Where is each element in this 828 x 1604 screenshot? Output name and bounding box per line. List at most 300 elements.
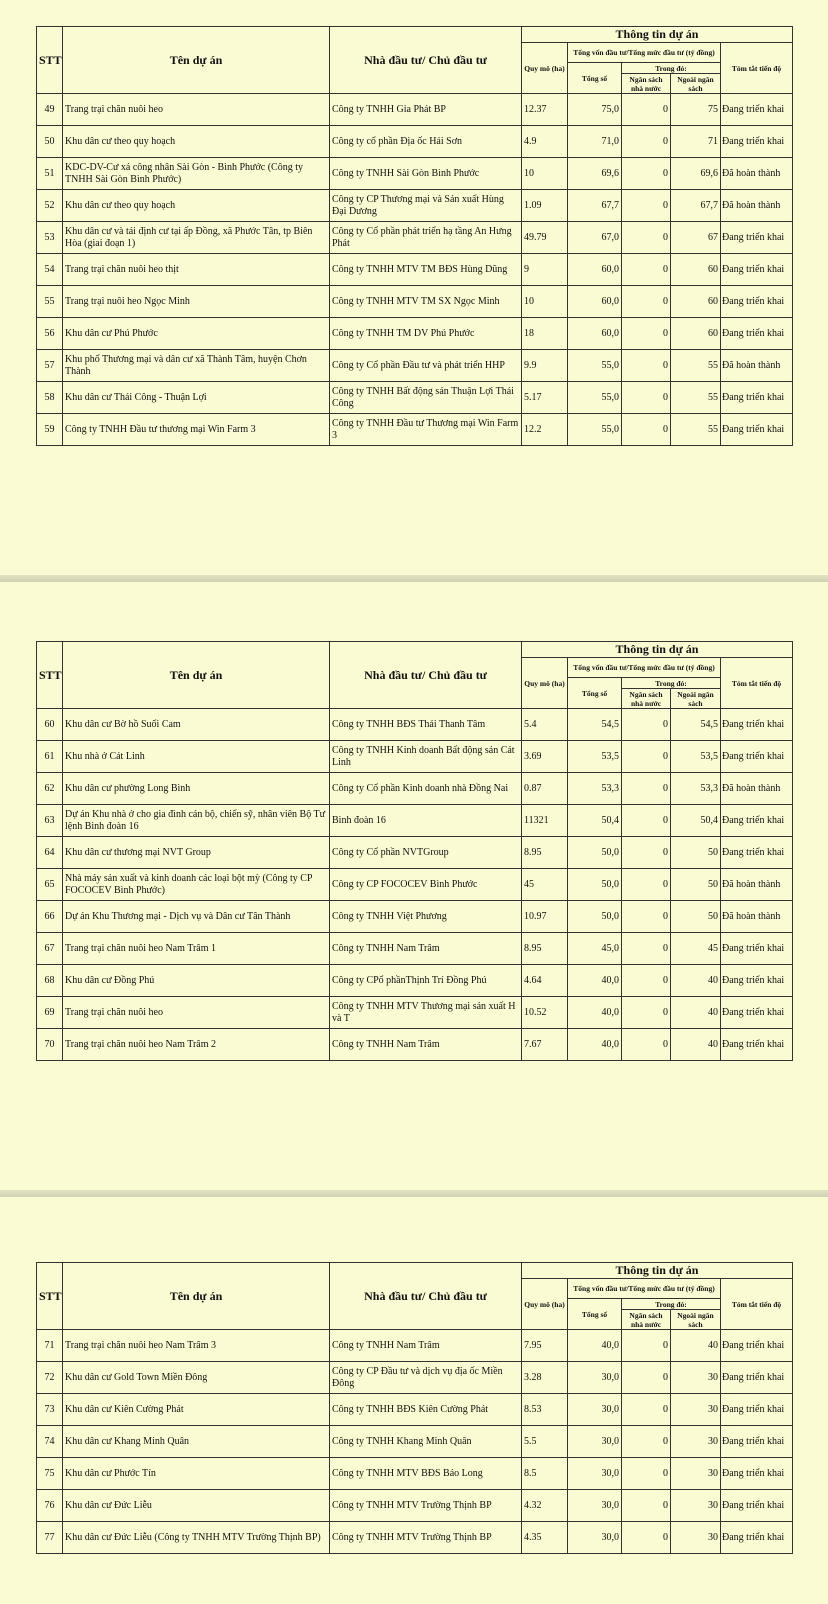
header-stt: STT — [37, 642, 63, 709]
header-state-budget: Ngân sách nhà nước — [622, 1310, 671, 1330]
table-row — [37, 997, 793, 1029]
cell-total: 75,0 — [568, 94, 622, 126]
cell-scale: 5.17 — [522, 382, 568, 414]
cell-scale: 0.87 — [522, 773, 568, 805]
cell-non-budget: 30 — [671, 1490, 721, 1522]
cell-non-budget: 53,5 — [671, 741, 721, 773]
cell-total: 71,0 — [568, 126, 622, 158]
cell-state-budget: 0 — [622, 1362, 671, 1394]
header-project-name: Tên dự án — [63, 642, 330, 709]
cell-investor: Công ty CP Thương mại và Sản xuất Hùng Đại Dương — [330, 190, 522, 222]
cell-status: Đang triển khai — [721, 997, 793, 1029]
header-progress-summary: Tóm tắt tiến độ — [721, 658, 793, 709]
cell-non-budget: 67,7 — [671, 190, 721, 222]
cell-state-budget: 0 — [622, 1330, 671, 1362]
cell-state-budget: 0 — [622, 933, 671, 965]
cell-status: Đang triển khai — [721, 254, 793, 286]
table-row — [37, 773, 793, 805]
table-row — [37, 126, 793, 158]
cell-stt: 57 — [37, 350, 63, 382]
table-row — [37, 222, 793, 254]
cell-investor: Công ty Cổ phần NVTGroup — [330, 837, 522, 869]
cell-stt: 70 — [37, 1029, 63, 1061]
cell-project-name: Dự án Khu nhà ở cho gia đình cán bộ, chiến sỹ, nhân viên Bộ Tư lệnh Binh đoàn 16 — [63, 805, 330, 837]
header-investor: Nhà đầu tư/ Chủ đầu tư — [330, 1263, 522, 1330]
table-row — [37, 382, 793, 414]
cell-investor: Công ty TNHH Sài Gòn Bình Phước — [330, 158, 522, 190]
cell-total: 67,7 — [568, 190, 622, 222]
cell-state-budget: 0 — [622, 414, 671, 446]
header-state-budget: Ngân sách nhà nước — [622, 74, 671, 94]
cell-stt: 58 — [37, 382, 63, 414]
cell-investor: Công ty TNHH Nam Trâm — [330, 933, 522, 965]
cell-status: Đã hoàn thành — [721, 901, 793, 933]
cell-stt: 60 — [37, 709, 63, 741]
table-row — [37, 414, 793, 446]
cell-scale: 10 — [522, 158, 568, 190]
header-project-info: Thông tin dự án — [522, 1263, 793, 1279]
table-body — [37, 709, 793, 1061]
cell-scale: 10.52 — [522, 997, 568, 1029]
cell-scale: 4.32 — [522, 1490, 568, 1522]
cell-state-budget: 0 — [622, 1029, 671, 1061]
cell-scale: 8.95 — [522, 837, 568, 869]
cell-state-budget: 0 — [622, 869, 671, 901]
cell-stt: 73 — [37, 1394, 63, 1426]
table-row — [37, 1029, 793, 1061]
table-row — [37, 741, 793, 773]
cell-total: 55,0 — [568, 350, 622, 382]
cell-status: Đã hoàn thành — [721, 869, 793, 901]
project-table — [36, 641, 793, 1061]
cell-investor: Công ty TNHH MTV Trường Thịnh BP — [330, 1522, 522, 1554]
cell-status: Đang triển khai — [721, 709, 793, 741]
cell-non-budget: 40 — [671, 1029, 721, 1061]
cell-non-budget: 60 — [671, 254, 721, 286]
page-separator — [0, 575, 828, 582]
cell-state-budget: 0 — [622, 350, 671, 382]
cell-total: 60,0 — [568, 254, 622, 286]
cell-investor: Công ty CP FOCOCEV Bình Phước — [330, 869, 522, 901]
cell-total: 30,0 — [568, 1490, 622, 1522]
cell-non-budget: 60 — [671, 286, 721, 318]
table-row — [37, 1394, 793, 1426]
cell-project-name: Khu nhà ở Cát Linh — [63, 741, 330, 773]
cell-total: 45,0 — [568, 933, 622, 965]
cell-non-budget: 30 — [671, 1362, 721, 1394]
table-row — [37, 254, 793, 286]
cell-total: 40,0 — [568, 1330, 622, 1362]
header-of-which: Trong đó: — [622, 63, 721, 74]
cell-non-budget: 30 — [671, 1394, 721, 1426]
cell-total: 30,0 — [568, 1362, 622, 1394]
cell-non-budget: 53,3 — [671, 773, 721, 805]
cell-stt: 50 — [37, 126, 63, 158]
cell-total: 40,0 — [568, 965, 622, 997]
table-row — [37, 1490, 793, 1522]
cell-investor: Công ty TNHH MTV Trường Thịnh BP — [330, 1490, 522, 1522]
cell-non-budget: 69,6 — [671, 158, 721, 190]
cell-total: 30,0 — [568, 1394, 622, 1426]
cell-project-name: Công ty TNHH Đầu tư thương mại Win Farm 3 — [63, 414, 330, 446]
cell-non-budget: 54,5 — [671, 709, 721, 741]
cell-status: Đã hoàn thành — [721, 350, 793, 382]
cell-status: Đang triển khai — [721, 1426, 793, 1458]
header-project-info: Thông tin dự án — [522, 27, 793, 43]
cell-project-name: Khu dân cư phường Long Bình — [63, 773, 330, 805]
cell-project-name: Khu dân cư và tái định cư tại ấp Đồng, xã Phước Tân, tp Biên Hòa (giai đoạn 1) — [63, 222, 330, 254]
cell-project-name: Khu phố Thương mại và dân cư xã Thành Tâm, huyện Chơn Thành — [63, 350, 330, 382]
cell-stt: 64 — [37, 837, 63, 869]
header-project-name: Tên dự án — [63, 27, 330, 94]
cell-non-budget: 30 — [671, 1426, 721, 1458]
cell-status: Đang triển khai — [721, 1029, 793, 1061]
cell-investor: Binh đoàn 16 — [330, 805, 522, 837]
project-table — [36, 26, 793, 446]
cell-project-name: Khu dân cư Đức Liễu (Công ty TNHH MTV Trường Thịnh BP) — [63, 1522, 330, 1554]
table-row — [37, 869, 793, 901]
cell-stt: 63 — [37, 805, 63, 837]
cell-project-name: Khu dân cư theo quy hoạch — [63, 190, 330, 222]
header-total-capital: Tổng vốn đầu tư/Tổng mức đầu tư (tỷ đồng) — [568, 43, 721, 63]
cell-scale: 9.9 — [522, 350, 568, 382]
cell-total: 69,6 — [568, 158, 622, 190]
header-project-info: Thông tin dự án — [522, 642, 793, 658]
cell-total: 30,0 — [568, 1458, 622, 1490]
cell-total: 30,0 — [568, 1426, 622, 1458]
table-row — [37, 709, 793, 741]
header-progress-summary: Tóm tắt tiến độ — [721, 1279, 793, 1330]
cell-state-budget: 0 — [622, 190, 671, 222]
cell-scale: 7.95 — [522, 1330, 568, 1362]
cell-project-name: Trang trại chăn nuôi heo Nam Trâm 2 — [63, 1029, 330, 1061]
cell-status: Đang triển khai — [721, 1362, 793, 1394]
cell-status: Đang triển khai — [721, 222, 793, 254]
cell-scale: 8.5 — [522, 1458, 568, 1490]
cell-stt: 77 — [37, 1522, 63, 1554]
cell-status: Đang triển khai — [721, 94, 793, 126]
header-total: Tổng số — [568, 1299, 622, 1330]
cell-project-name: Khu dân cư Gold Town Miền Đông — [63, 1362, 330, 1394]
cell-scale: 4.9 — [522, 126, 568, 158]
cell-project-name: Nhà máy sản xuất và kinh doanh các loại bột mỳ (Công ty CP FOCOCEV Bình Phước) — [63, 869, 330, 901]
table-row — [37, 318, 793, 350]
cell-non-budget: 30 — [671, 1522, 721, 1554]
cell-project-name: Khu dân cư Khang Minh Quân — [63, 1426, 330, 1458]
cell-investor: Công ty TNHH MTV BĐS Bảo Long — [330, 1458, 522, 1490]
cell-stt: 65 — [37, 869, 63, 901]
cell-investor: Công ty cổ phần Địa ốc Hải Sơn — [330, 126, 522, 158]
cell-investor: Công ty TNHH MTV Thương mại sản xuất H và T — [330, 997, 522, 1029]
cell-investor: Công ty TNHH Gia Phát BP — [330, 94, 522, 126]
cell-state-budget: 0 — [622, 94, 671, 126]
cell-total: 55,0 — [568, 382, 622, 414]
header-stt: STT — [37, 1263, 63, 1330]
cell-non-budget: 67 — [671, 222, 721, 254]
project-table — [36, 1262, 793, 1554]
header-scale: Quy mô (ha) — [522, 1279, 568, 1330]
header-non-budget: Ngoài ngân sách — [671, 689, 721, 709]
cell-scale: 5.5 — [522, 1426, 568, 1458]
cell-non-budget: 55 — [671, 350, 721, 382]
header-total: Tổng số — [568, 678, 622, 709]
cell-investor: Công ty TNHH MTV TM BĐS Hùng Dũng — [330, 254, 522, 286]
cell-status: Đang triển khai — [721, 741, 793, 773]
table-row — [37, 1522, 793, 1554]
cell-project-name: Khu dân cư thương mại NVT Group — [63, 837, 330, 869]
cell-project-name: Trang trại chăn nuôi heo thịt — [63, 254, 330, 286]
cell-scale: 5.4 — [522, 709, 568, 741]
cell-non-budget: 71 — [671, 126, 721, 158]
cell-status: Đang triển khai — [721, 318, 793, 350]
table-row — [37, 1330, 793, 1362]
cell-total: 67,0 — [568, 222, 622, 254]
cell-total: 50,0 — [568, 837, 622, 869]
cell-stt: 59 — [37, 414, 63, 446]
cell-status: Đang triển khai — [721, 126, 793, 158]
cell-status: Đã hoàn thành — [721, 190, 793, 222]
cell-scale: 18 — [522, 318, 568, 350]
header-total-capital: Tổng vốn đầu tư/Tổng mức đầu tư (tỷ đồng) — [568, 658, 721, 678]
header-investor: Nhà đầu tư/ Chủ đầu tư — [330, 642, 522, 709]
header-stt: STT — [37, 27, 63, 94]
table-row — [37, 837, 793, 869]
cell-stt: 74 — [37, 1426, 63, 1458]
cell-status: Đã hoàn thành — [721, 158, 793, 190]
cell-project-name: Dự án Khu Thương mại - Dịch vụ và Dân cư Tân Thành — [63, 901, 330, 933]
cell-project-name: Khu dân cư Phước Tín — [63, 1458, 330, 1490]
cell-non-budget: 60 — [671, 318, 721, 350]
cell-state-budget: 0 — [622, 709, 671, 741]
table-row — [37, 286, 793, 318]
cell-total: 40,0 — [568, 997, 622, 1029]
cell-investor: Công ty Cổ phần Kinh doanh nhà Đồng Nai — [330, 773, 522, 805]
header-non-budget: Ngoài ngân sách — [671, 74, 721, 94]
cell-total: 50,4 — [568, 805, 622, 837]
cell-status: Đang triển khai — [721, 837, 793, 869]
cell-stt: 71 — [37, 1330, 63, 1362]
cell-investor: Công ty TNHH BĐS Kiên Cường Phát — [330, 1394, 522, 1426]
cell-stt: 66 — [37, 901, 63, 933]
cell-non-budget: 30 — [671, 1458, 721, 1490]
cell-status: Đang triển khai — [721, 965, 793, 997]
cell-project-name: Trang trại chăn nuôi heo — [63, 997, 330, 1029]
cell-state-budget: 0 — [622, 773, 671, 805]
cell-project-name: Khu dân cư Phú Phước — [63, 318, 330, 350]
cell-state-budget: 0 — [622, 741, 671, 773]
cell-total: 54,5 — [568, 709, 622, 741]
cell-non-budget: 55 — [671, 414, 721, 446]
table-row — [37, 1426, 793, 1458]
cell-project-name: KDC-DV-Cư xá công nhân Sài Gòn - Bình Phước (Công ty TNHH Sài Gòn Bình Phước) — [63, 158, 330, 190]
cell-project-name: Trang trại chăn nuôi heo — [63, 94, 330, 126]
cell-non-budget: 40 — [671, 997, 721, 1029]
cell-state-budget: 0 — [622, 318, 671, 350]
cell-total: 50,0 — [568, 869, 622, 901]
cell-scale: 49.79 — [522, 222, 568, 254]
cell-status: Đang triển khai — [721, 1458, 793, 1490]
table-row — [37, 901, 793, 933]
header-project-name: Tên dự án — [63, 1263, 330, 1330]
cell-total: 53,5 — [568, 741, 622, 773]
cell-investor: Công ty TNHH Đầu tư Thương mại Win Farm 3 — [330, 414, 522, 446]
cell-stt: 53 — [37, 222, 63, 254]
cell-stt: 69 — [37, 997, 63, 1029]
cell-investor: Công ty TNHH Bất động sản Thuận Lợi Thái Công — [330, 382, 522, 414]
cell-stt: 56 — [37, 318, 63, 350]
cell-investor: Công ty TNHH Khang Minh Quân — [330, 1426, 522, 1458]
cell-investor: Công ty TNHH BĐS Thái Thanh Tâm — [330, 709, 522, 741]
header-investor: Nhà đầu tư/ Chủ đầu tư — [330, 27, 522, 94]
cell-scale: 12.2 — [522, 414, 568, 446]
header-of-which: Trong đó: — [622, 678, 721, 689]
cell-stt: 72 — [37, 1362, 63, 1394]
cell-stt: 54 — [37, 254, 63, 286]
cell-stt: 55 — [37, 286, 63, 318]
header-progress-summary: Tóm tắt tiến độ — [721, 43, 793, 94]
cell-stt: 51 — [37, 158, 63, 190]
cell-investor: Công ty TNHH Nam Trâm — [330, 1330, 522, 1362]
cell-non-budget: 40 — [671, 965, 721, 997]
cell-scale: 45 — [522, 869, 568, 901]
cell-scale: 1.09 — [522, 190, 568, 222]
cell-project-name: Khu dân cư Đồng Phú — [63, 965, 330, 997]
cell-scale: 9 — [522, 254, 568, 286]
cell-total: 53,3 — [568, 773, 622, 805]
header-of-which: Trong đó: — [622, 1299, 721, 1310]
table-row — [37, 1458, 793, 1490]
cell-stt: 68 — [37, 965, 63, 997]
cell-state-budget: 0 — [622, 1522, 671, 1554]
table-row — [37, 190, 793, 222]
cell-stt: 76 — [37, 1490, 63, 1522]
cell-stt: 75 — [37, 1458, 63, 1490]
cell-state-budget: 0 — [622, 965, 671, 997]
cell-state-budget: 0 — [622, 222, 671, 254]
table-row — [37, 158, 793, 190]
cell-state-budget: 0 — [622, 1458, 671, 1490]
table-row — [37, 933, 793, 965]
cell-investor: Công ty CP Đầu tư và dịch vụ địa ốc Miền Đông — [330, 1362, 522, 1394]
cell-status: Đã hoàn thành — [721, 773, 793, 805]
table-body — [37, 1330, 793, 1554]
cell-non-budget: 55 — [671, 382, 721, 414]
cell-scale: 4.35 — [522, 1522, 568, 1554]
cell-state-budget: 0 — [622, 126, 671, 158]
cell-total: 50,0 — [568, 901, 622, 933]
page-separator — [0, 1190, 828, 1197]
document-page-3 — [36, 1262, 792, 1554]
cell-state-budget: 0 — [622, 1490, 671, 1522]
cell-project-name: Khu dân cư Đức Liễu — [63, 1490, 330, 1522]
cell-investor: Công ty TNHH Nam Trâm — [330, 1029, 522, 1061]
table-body — [37, 94, 793, 446]
cell-status: Đang triển khai — [721, 1394, 793, 1426]
cell-status: Đang triển khai — [721, 414, 793, 446]
cell-non-budget: 40 — [671, 1330, 721, 1362]
table-row — [37, 965, 793, 997]
document-page-1 — [36, 26, 792, 446]
cell-total: 40,0 — [568, 1029, 622, 1061]
cell-project-name: Trang trại chăn nuôi heo Nam Trâm 1 — [63, 933, 330, 965]
cell-scale: 3.28 — [522, 1362, 568, 1394]
cell-status: Đang triển khai — [721, 382, 793, 414]
cell-project-name: Khu dân cư Thái Công - Thuận Lợi — [63, 382, 330, 414]
cell-scale: 11321 — [522, 805, 568, 837]
cell-scale: 3.69 — [522, 741, 568, 773]
cell-stt: 61 — [37, 741, 63, 773]
cell-scale: 10 — [522, 286, 568, 318]
header-state-budget: Ngân sách nhà nước — [622, 689, 671, 709]
cell-investor: Công ty Cổ phần Đầu tư và phát triển HHP — [330, 350, 522, 382]
cell-project-name: Khu dân cư Kiên Cường Phát — [63, 1394, 330, 1426]
cell-investor: Công ty Cổ phần phát triển hạ tầng An Hưng Phát — [330, 222, 522, 254]
cell-status: Đang triển khai — [721, 805, 793, 837]
cell-state-budget: 0 — [622, 1394, 671, 1426]
cell-status: Đang triển khai — [721, 933, 793, 965]
cell-stt: 67 — [37, 933, 63, 965]
cell-scale: 12.37 — [522, 94, 568, 126]
cell-state-budget: 0 — [622, 254, 671, 286]
cell-status: Đang triển khai — [721, 1490, 793, 1522]
cell-state-budget: 0 — [622, 382, 671, 414]
cell-investor: Công ty TNHH MTV TM SX Ngọc Minh — [330, 286, 522, 318]
cell-non-budget: 50,4 — [671, 805, 721, 837]
cell-status: Đang triển khai — [721, 1522, 793, 1554]
cell-state-budget: 0 — [622, 158, 671, 190]
cell-project-name: Trang trại chăn nuôi heo Nam Trâm 3 — [63, 1330, 330, 1362]
cell-scale: 10.97 — [522, 901, 568, 933]
cell-scale: 8.53 — [522, 1394, 568, 1426]
cell-stt: 62 — [37, 773, 63, 805]
cell-non-budget: 50 — [671, 837, 721, 869]
cell-stt: 52 — [37, 190, 63, 222]
cell-state-budget: 0 — [622, 286, 671, 318]
cell-state-budget: 0 — [622, 997, 671, 1029]
cell-investor: Công ty TNHH Kinh doanh Bất động sản Cát Linh — [330, 741, 522, 773]
cell-project-name: Khu dân cư theo quy hoạch — [63, 126, 330, 158]
header-total-capital: Tổng vốn đầu tư/Tổng mức đầu tư (tỷ đồng) — [568, 1279, 721, 1299]
cell-non-budget: 50 — [671, 901, 721, 933]
cell-state-budget: 0 — [622, 805, 671, 837]
table-row — [37, 805, 793, 837]
cell-total: 55,0 — [568, 414, 622, 446]
header-non-budget: Ngoài ngân sách — [671, 1310, 721, 1330]
header-scale: Quy mô (ha) — [522, 43, 568, 94]
cell-status: Đang triển khai — [721, 1330, 793, 1362]
cell-investor: Công ty TNHH Việt Phương — [330, 901, 522, 933]
cell-total: 60,0 — [568, 318, 622, 350]
cell-investor: Công ty TNHH TM DV Phú Phước — [330, 318, 522, 350]
cell-non-budget: 75 — [671, 94, 721, 126]
table-row — [37, 1362, 793, 1394]
cell-investor: Công ty CPổ phầnThịnh Trí Đồng Phú — [330, 965, 522, 997]
cell-project-name: Khu dân cư Bờ hồ Suối Cam — [63, 709, 330, 741]
cell-total: 30,0 — [568, 1522, 622, 1554]
cell-status: Đang triển khai — [721, 286, 793, 318]
cell-scale: 7.67 — [522, 1029, 568, 1061]
cell-non-budget: 50 — [671, 869, 721, 901]
cell-scale: 4.64 — [522, 965, 568, 997]
table-row — [37, 350, 793, 382]
cell-stt: 49 — [37, 94, 63, 126]
cell-scale: 8.95 — [522, 933, 568, 965]
document-page-2 — [36, 641, 792, 1061]
table-row — [37, 94, 793, 126]
cell-non-budget: 45 — [671, 933, 721, 965]
cell-state-budget: 0 — [622, 1426, 671, 1458]
header-scale: Quy mô (ha) — [522, 658, 568, 709]
